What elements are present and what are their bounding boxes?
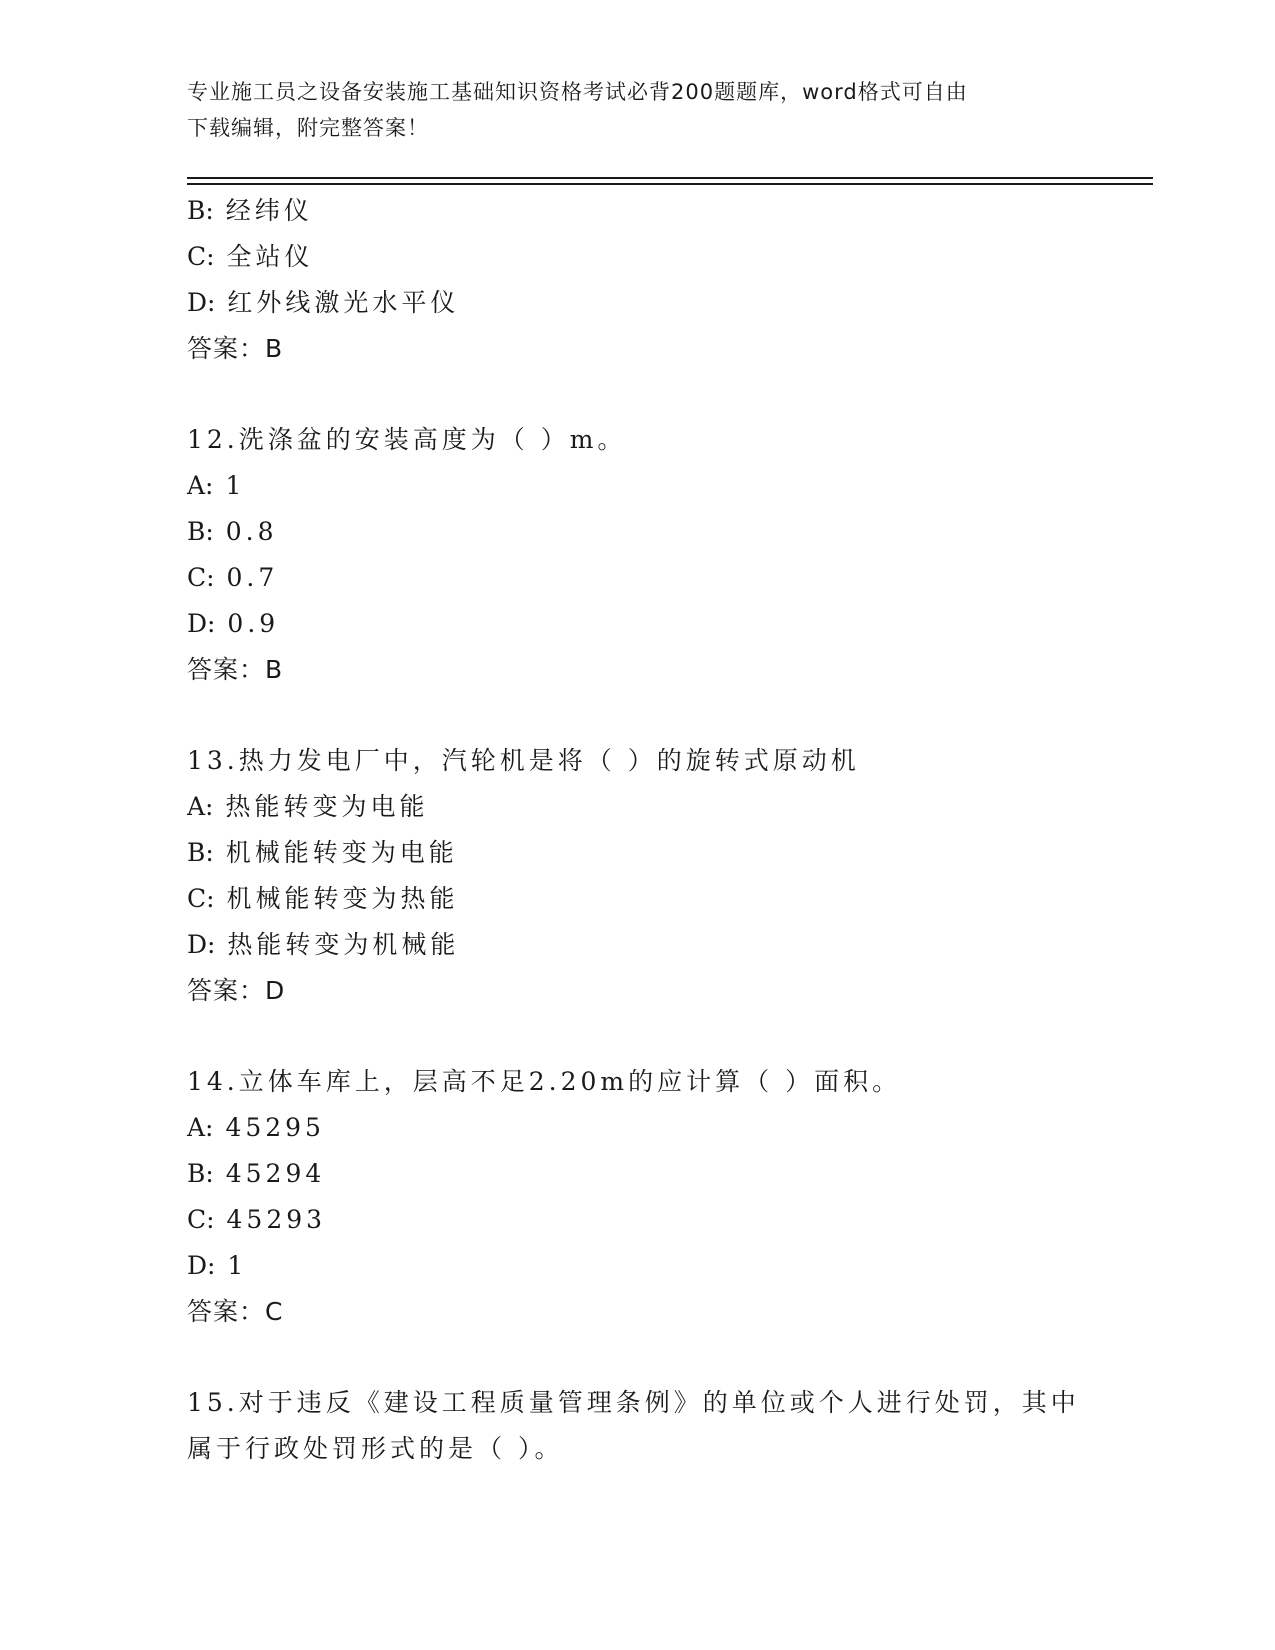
question-15 xyxy=(187,1380,1087,1472)
option-c: C: 0.7 xyxy=(187,563,279,592)
question-12 xyxy=(187,417,1087,693)
option-d: D: 1 xyxy=(187,1251,248,1280)
option-c: C: 45293 xyxy=(187,1205,327,1234)
answer-line: 答案：D xyxy=(187,976,286,1005)
answer-line: 答案：B xyxy=(187,655,284,684)
option-a: A: 热能转变为电能 xyxy=(187,792,429,821)
option-a: A: 45295 xyxy=(187,1113,325,1142)
option-b: B: 0.8 xyxy=(187,517,278,546)
question-11-continuation xyxy=(187,188,1087,372)
option-c: C: 全站仪 xyxy=(187,242,314,271)
question-stem: 13.热力发电厂中，汽轮机是将（ ）的旋转式原动机 xyxy=(187,746,860,775)
header-divider-bottom xyxy=(187,183,1153,185)
question-stem: 12.洗涤盆的安装高度为（ ）m。 xyxy=(187,425,627,454)
option-d: D: 红外线激光水平仪 xyxy=(187,288,460,317)
option-c: C: 机械能转变为热能 xyxy=(187,884,459,913)
option-a: A: 1 xyxy=(187,471,246,500)
answer-line: 答案：B xyxy=(187,334,284,363)
header-divider-top xyxy=(187,177,1153,179)
document-header xyxy=(187,74,1087,146)
option-b: B: 45294 xyxy=(187,1159,326,1188)
header-title-line-1: 专业施工员之设备安装施工基础知识资格考试必背200题题库，word格式可自由 xyxy=(187,80,968,104)
question-13 xyxy=(187,738,1087,1014)
answer-line: 答案：C xyxy=(187,1297,284,1326)
question-stem-line-1: 15.对于违反《建设工程质量管理条例》的单位或个人进行处罚，其中 xyxy=(187,1388,1080,1417)
question-stem-line-2: 属于行政处罚形式的是（ ）。 xyxy=(187,1434,564,1463)
option-d: D: 0.9 xyxy=(187,609,280,638)
option-b: B: 经纬仪 xyxy=(187,196,313,225)
question-stem: 14.立体车库上，层高不足2.20m的应计算（ ）面积。 xyxy=(187,1067,902,1096)
question-list xyxy=(187,188,1087,1472)
header-title-line-2: 下载编辑，附完整答案！ xyxy=(187,116,429,140)
question-14 xyxy=(187,1059,1087,1335)
option-b: B: 机械能转变为电能 xyxy=(187,838,458,867)
option-d: D: 热能转变为机械能 xyxy=(187,930,460,959)
